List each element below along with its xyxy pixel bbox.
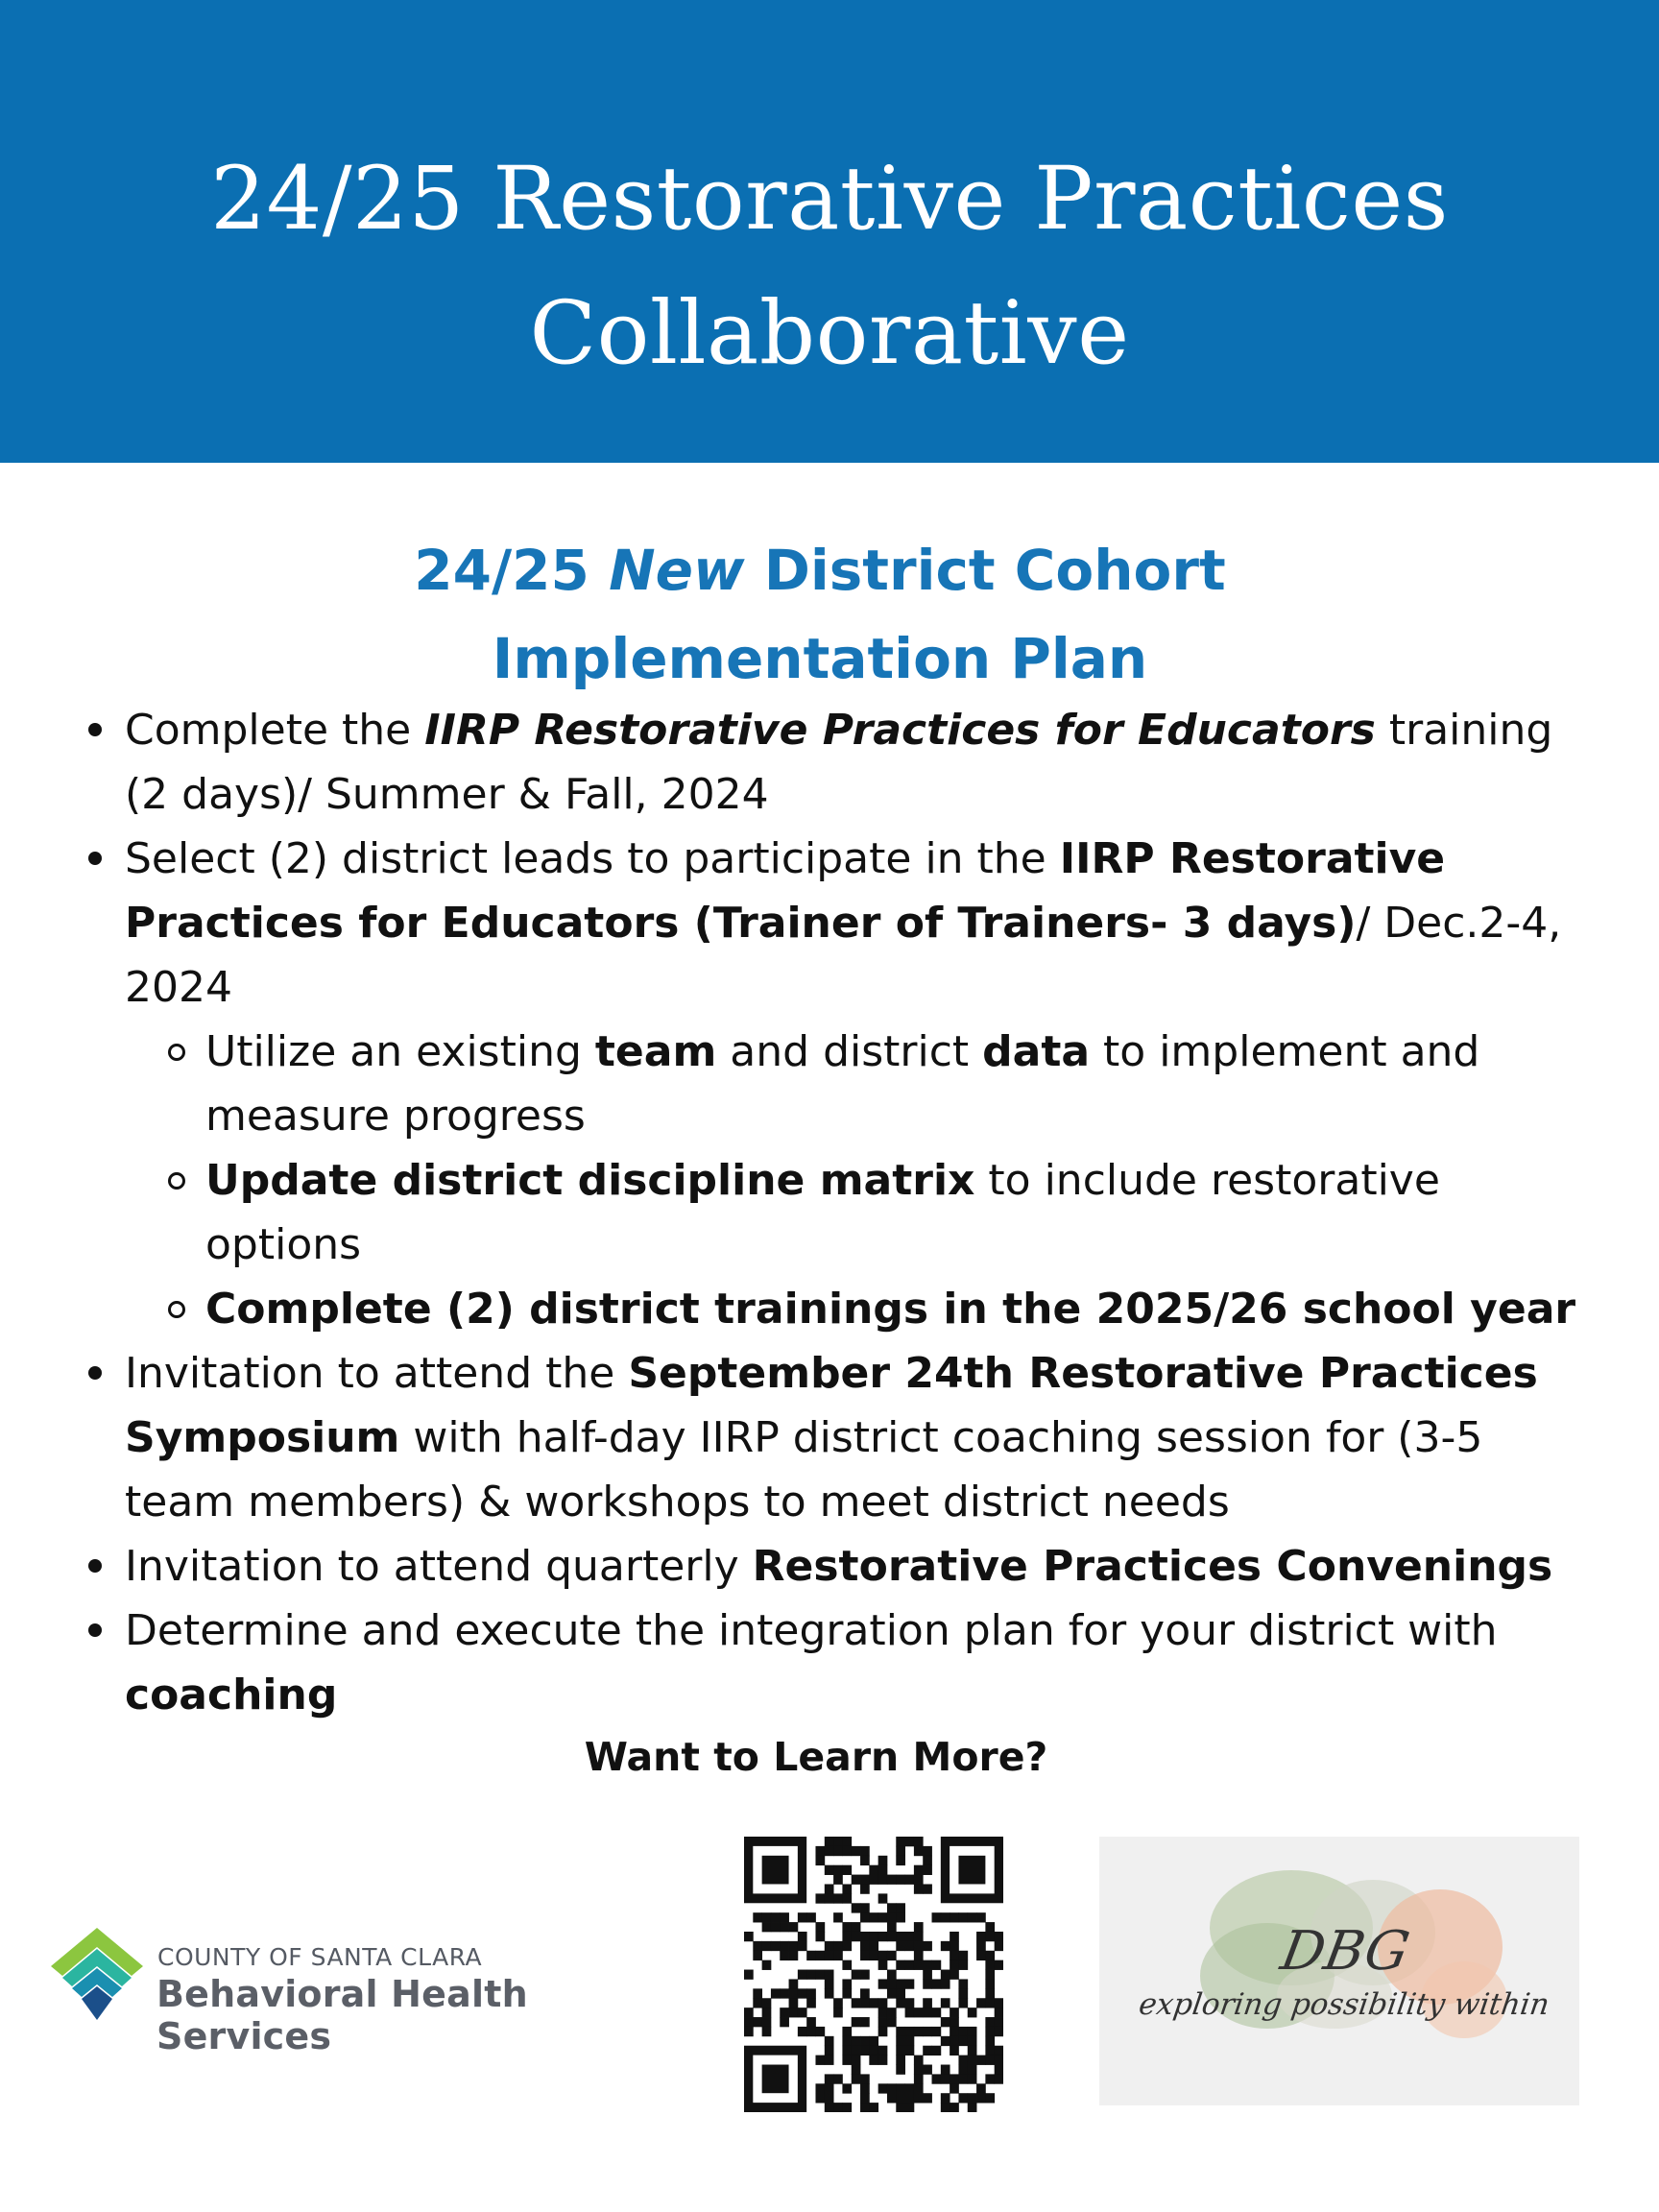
bullet-icon xyxy=(88,723,102,736)
qr-code-icon[interactable] xyxy=(744,1837,1003,2112)
list-item xyxy=(125,827,1584,1341)
bullet-icon xyxy=(88,852,102,865)
list-item xyxy=(125,1534,1584,1599)
hollow-bullet-icon xyxy=(168,1301,185,1318)
section-heading xyxy=(0,526,1640,703)
item-text: Invitation to attend quarterly xyxy=(125,1542,753,1591)
learn-more-heading: Want to Learn More? xyxy=(584,1734,1048,1780)
list-item xyxy=(125,1599,1584,1727)
item-text: Utilize an existing xyxy=(205,1027,595,1076)
item-text: (2 days)/ Summer & Fall, 2024 xyxy=(125,770,769,819)
bullet-icon xyxy=(88,1623,102,1637)
bullet-icon xyxy=(88,1559,102,1573)
page-title-line-2: Collaborative xyxy=(529,283,1130,384)
item-emphasis: coaching xyxy=(125,1671,338,1719)
heading-suffix: District Cohort xyxy=(744,538,1226,603)
item-text: training xyxy=(1375,706,1553,755)
heading-italic-word: New xyxy=(609,538,745,603)
sub-list xyxy=(205,1020,1584,1341)
dbg-logo xyxy=(1099,1837,1579,2105)
bullet-icon xyxy=(88,1366,102,1380)
item-text: / Dec.2-4, 2024 xyxy=(125,899,1562,1012)
item-text: and district xyxy=(716,1027,983,1076)
item-text: Determine and execute the integration plan for your district with xyxy=(125,1606,1498,1655)
item-text: to include restorative options xyxy=(205,1156,1440,1269)
item-emphasis: IIRP Restorative Practices for Educators xyxy=(424,706,1376,755)
hollow-bullet-icon xyxy=(168,1172,185,1190)
item-emphasis: team xyxy=(594,1027,717,1076)
item-text: to implement and measure progress xyxy=(205,1027,1480,1141)
bhs-department-name: Behavioral Health Services xyxy=(156,1973,528,2057)
implementation-plan-list xyxy=(125,698,1584,1727)
dbg-monogram: DBG xyxy=(1276,1920,1414,1983)
list-item xyxy=(125,698,1584,827)
item-emphasis: Update district discipline matrix xyxy=(205,1156,975,1205)
section-heading-line-1 xyxy=(0,526,1640,614)
header-banner xyxy=(0,0,1659,463)
item-text: Complete the xyxy=(125,706,425,755)
item-emphasis: September 24th Restorative Practices Symposium xyxy=(125,1349,1538,1462)
item-text: with half-day IIRP district coaching session for (3-5 team members) & workshops to meet district needs xyxy=(125,1413,1483,1527)
bhs-county-name: COUNTY OF SANTA CLARA xyxy=(157,1943,483,1971)
item-emphasis: Restorative Practices Convenings xyxy=(752,1542,1553,1591)
item-emphasis: IIRP Restorative Practices for Educators (Trainer of Trainers- 3 days) xyxy=(125,834,1446,948)
item-emphasis: Complete (2) district trainings in the 2025/26 school year xyxy=(205,1285,1576,1334)
item-text: Select (2) district leads to participate in the xyxy=(125,834,1060,883)
page-title-line-1: 24/25 Restorative Practices xyxy=(210,149,1449,250)
sub-list-item xyxy=(205,1148,1584,1277)
item-emphasis: data xyxy=(982,1027,1091,1076)
dbg-tagline: exploring possibility within xyxy=(1136,1987,1552,2022)
heading-prefix: 24/25 xyxy=(414,538,610,603)
sub-list-item xyxy=(205,1277,1584,1341)
hollow-bullet-icon xyxy=(168,1044,185,1061)
item-text: Invitation to attend the xyxy=(125,1349,629,1398)
sub-list-item xyxy=(205,1020,1584,1148)
list-item xyxy=(125,1341,1584,1534)
section-heading-line-2: Implementation Plan xyxy=(492,626,1148,691)
county-bhs-logo xyxy=(51,1928,665,2057)
page-title xyxy=(0,132,1659,401)
layered-chevron-logo-icon xyxy=(51,1928,143,2024)
